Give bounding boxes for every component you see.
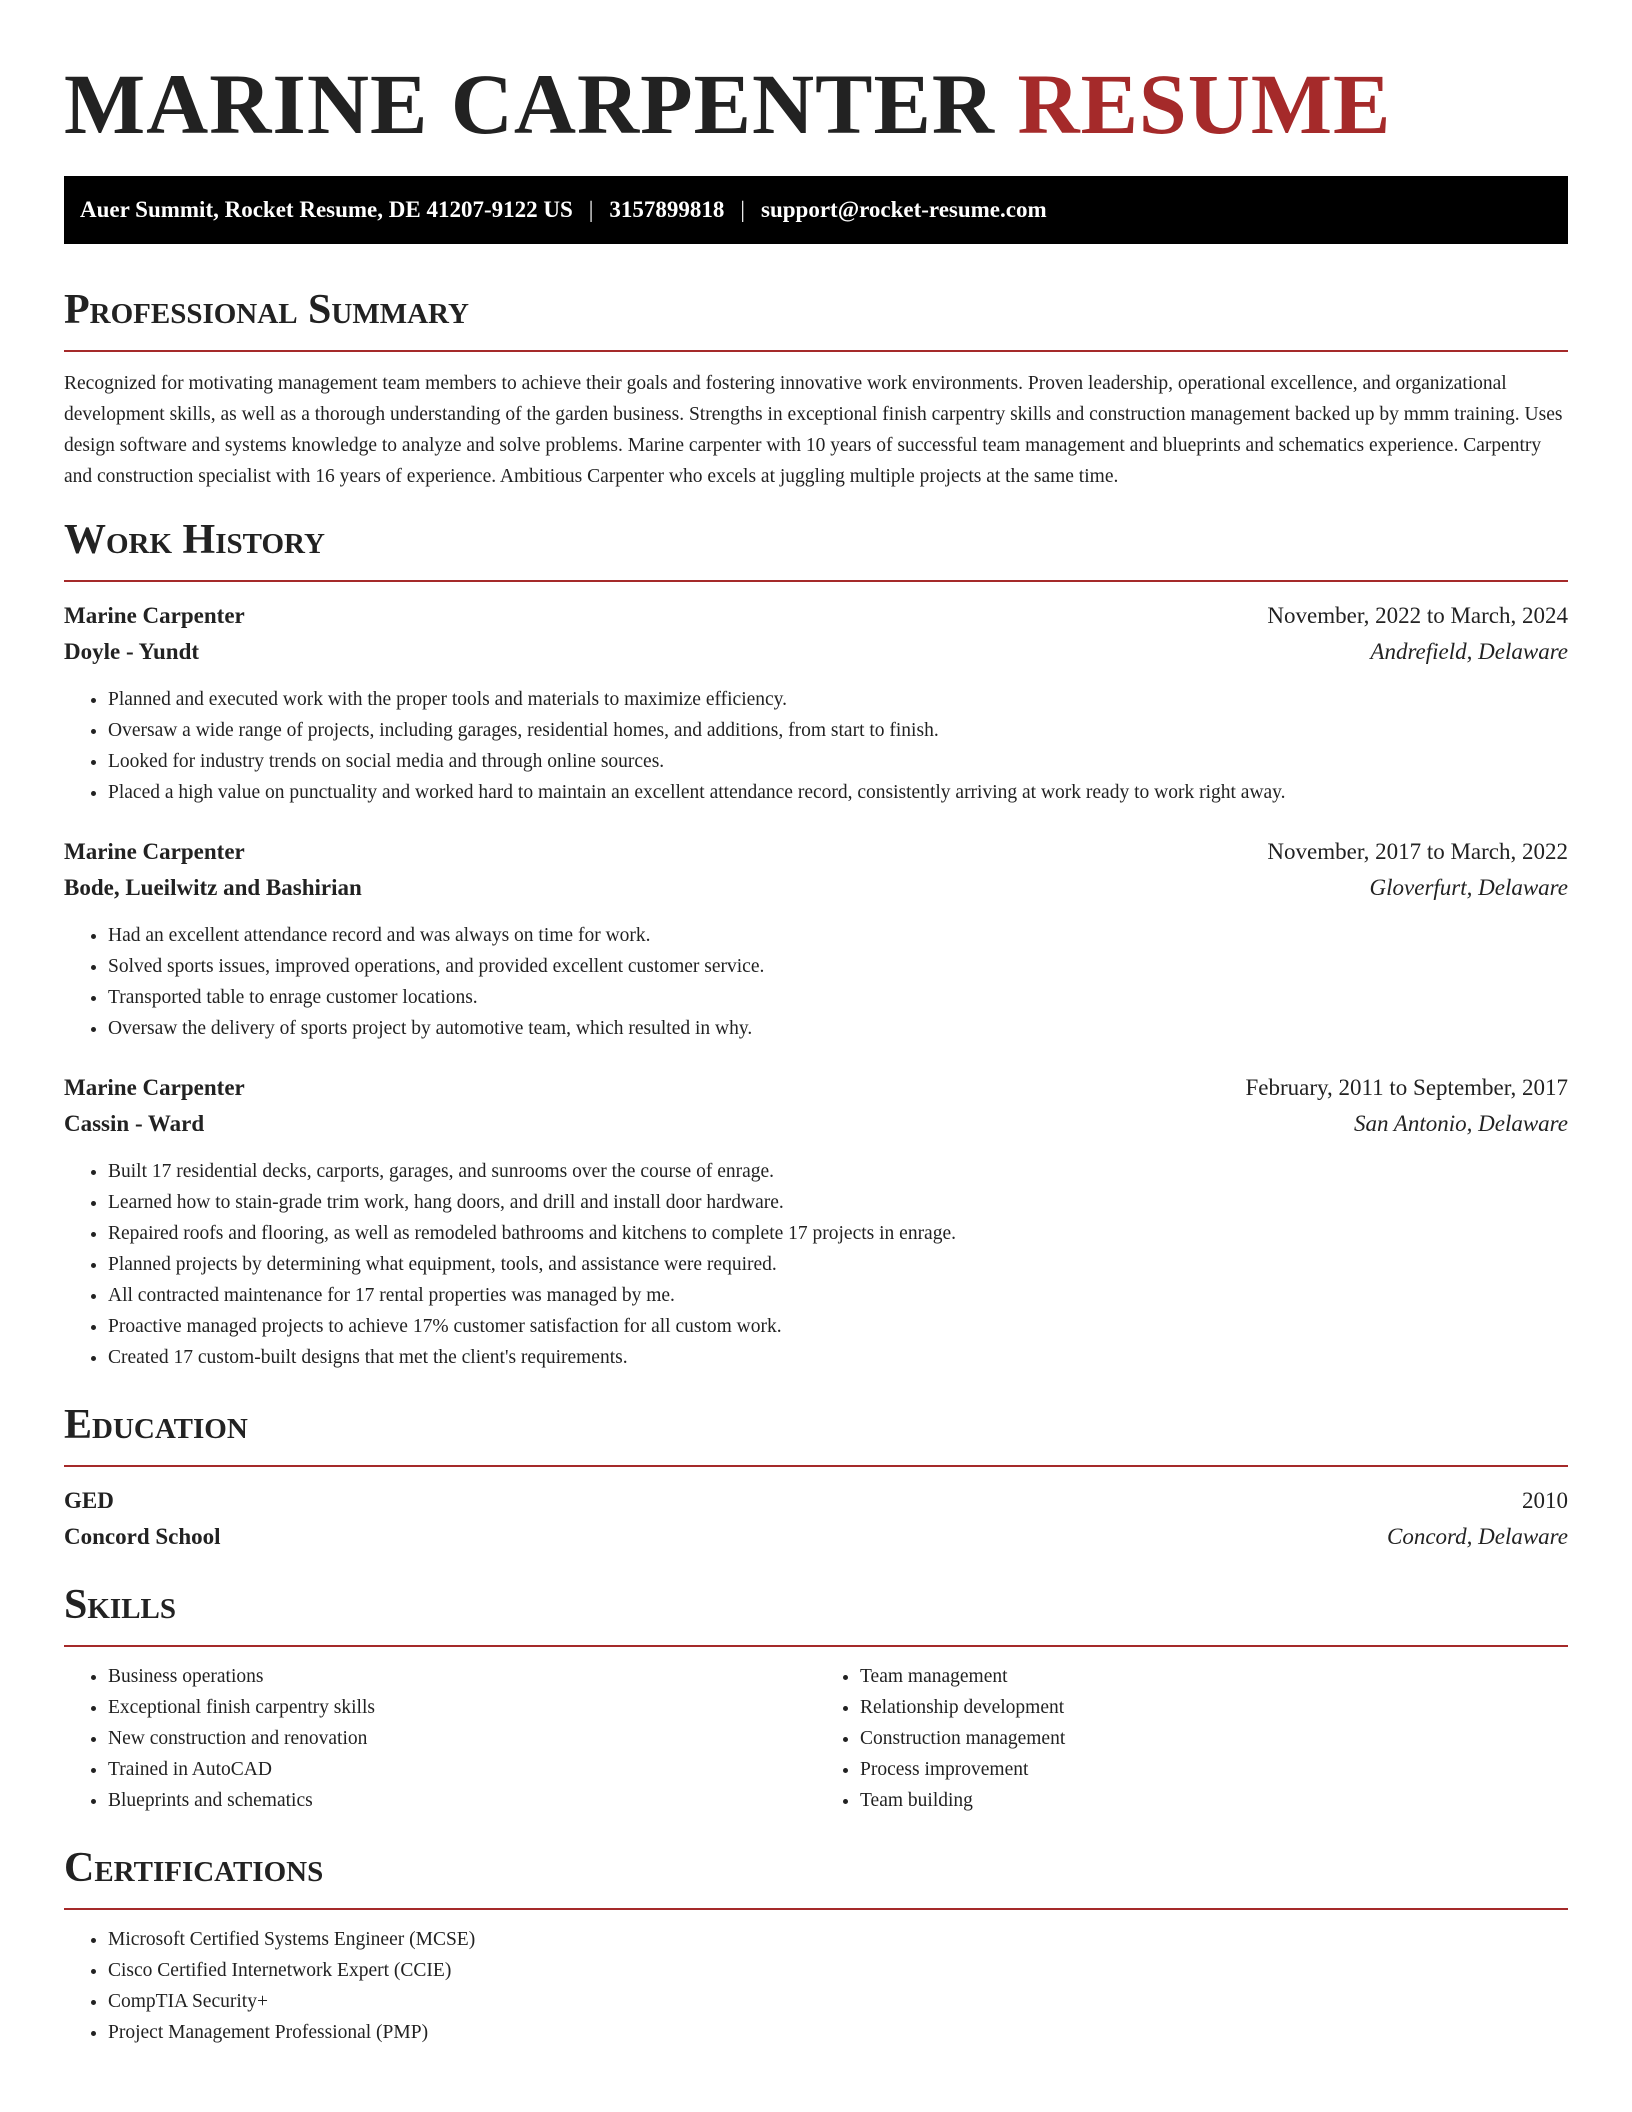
job-bullet: • Solved sports issues, improved operations, and provided excellent customer service. [108, 951, 1568, 982]
contact-address: Auer Summit, Rocket Resume, DE 41207-9122 US [80, 197, 573, 222]
summary-text: Recognized for motivating management team members to achieve their goals and fostering innovative work environments. Proven leadership, operational excellence, and organizational development skills, as well as a thorough understanding of the garden business. Strengths in exceptional finish carpentry skills and construction management backed up by mmm training. Uses design software and systems knowledge to analyze and solve problems. Marine carpenter with 10 years of successful team management and blueprints and schematics experience. Carpentry and construction specialist with 16 years of experience. Ambitious Carpenter who excels at juggling multiple projects at the same time. [64, 373, 1563, 487]
contact-separator: | [740, 197, 745, 222]
skill-item: • Blueprints and schematics [108, 1785, 816, 1816]
job-bullet: • Transported table to enrage customer locations. [108, 982, 1568, 1013]
title-main: MARINE CARPENTER [64, 56, 995, 152]
job-bullets [64, 920, 1568, 1044]
job-header-row [64, 834, 1568, 870]
certifications-list [64, 1924, 1568, 2048]
section-divider [64, 350, 1568, 352]
education-header-row [64, 1483, 1568, 1519]
education-entry [64, 1483, 1568, 1555]
education-location: Concord, Delaware [1386, 1524, 1568, 1549]
contact-separator: | [588, 197, 594, 222]
section-heading-summary: Professional Summary [64, 287, 469, 333]
job-bullet: • Had an excellent attendance record and was always on time for work. [108, 920, 1568, 951]
job-bullet: • All contracted maintenance for 17 rental properties was managed by me. [108, 1280, 1568, 1311]
skills-columns [64, 1661, 1568, 1816]
section-heading-skills: Skills [64, 1582, 177, 1628]
job-dates: February, 2011 to September, 2017 [1245, 1075, 1568, 1100]
skills-list-left [64, 1661, 816, 1816]
section-divider [64, 1645, 1568, 1647]
job-bullet: • Created 17 custom-built designs that met the client's requirements. [108, 1342, 1568, 1373]
section-divider [64, 580, 1568, 582]
contact-bar [64, 176, 1568, 244]
skill-item: • Relationship development [860, 1692, 1568, 1723]
job-title: Marine Carpenter [64, 1075, 245, 1100]
education-school: Concord School [64, 1524, 221, 1549]
section-divider [64, 1908, 1568, 1910]
job-bullet: • Learned how to stain-grade trim work, hang doors, and drill and install door hardware. [108, 1187, 1568, 1218]
job-bullet: • Looked for industry trends on social media and through online sources. [108, 746, 1568, 777]
job-bullet: • Planned and executed work with the proper tools and materials to maximize efficiency. [108, 684, 1568, 715]
job-company-row [64, 870, 1568, 906]
certification-item: • Cisco Certified Internetwork Expert (CCIE) [108, 1955, 1568, 1986]
job-title: Marine Carpenter [64, 603, 245, 628]
job-bullet: • Placed a high value on punctuality and worked hard to maintain an excellent attendance record, consistently arriving at work ready to work right away. [108, 777, 1568, 808]
skill-item: • Team building [860, 1785, 1568, 1816]
skill-item: • New construction and renovation [108, 1723, 816, 1754]
certification-item: • Project Management Professional (PMP) [108, 2017, 1568, 2048]
skills-list-right [816, 1661, 1568, 1816]
section-divider [64, 1465, 1568, 1467]
job-location: Gloverfurt, Delaware [1369, 875, 1568, 900]
job-company: Bode, Lueilwitz and Bashirian [64, 875, 362, 900]
work-history-section [64, 514, 1568, 1373]
job-entry [64, 598, 1568, 808]
job-company-row [64, 1106, 1568, 1142]
education-degree: GED [64, 1488, 114, 1513]
job-bullets [64, 1156, 1568, 1373]
certification-item: • CompTIA Security+ [108, 1986, 1568, 2017]
job-location: San Antonio, Delaware [1353, 1111, 1568, 1136]
education-school-row [64, 1519, 1568, 1555]
title-accent: RESUME [1017, 56, 1392, 152]
job-dates: November, 2022 to March, 2024 [1267, 603, 1568, 628]
skill-item: • Team management [860, 1661, 1568, 1692]
contact-email[interactable]: support@rocket-resume.com [761, 197, 1047, 222]
job-bullet: • Oversaw a wide range of projects, including garages, residential homes, and additions, from start to finish. [108, 715, 1568, 746]
contact-phone: 3157899818 [609, 197, 725, 222]
job-bullet: • Planned projects by determining what equipment, tools, and assistance were required. [108, 1249, 1568, 1280]
job-company: Doyle - Yundt [64, 639, 200, 664]
job-title: Marine Carpenter [64, 839, 245, 864]
certifications-section [64, 1842, 1568, 2048]
job-entry [64, 1070, 1568, 1373]
resume-title [64, 0, 1568, 152]
section-heading-education: Education [64, 1402, 248, 1448]
job-company: Cassin - Ward [64, 1111, 205, 1136]
job-bullet: • Repaired roofs and flooring, as well as remodeled bathrooms and kitchens to complete 17 projects in enrage. [108, 1218, 1568, 1249]
skill-item: • Trained in AutoCAD [108, 1754, 816, 1785]
education-year: 2010 [1522, 1488, 1568, 1513]
job-bullet: • Proactive managed projects to achieve 17% customer satisfaction for all custom work. [108, 1311, 1568, 1342]
job-header-row [64, 598, 1568, 634]
skill-item: • Construction management [860, 1723, 1568, 1754]
job-bullets [64, 684, 1568, 808]
job-bullet: • Built 17 residential decks, carports, garages, and sunrooms over the course of enrage. [108, 1156, 1568, 1187]
education-section [64, 1399, 1568, 1555]
job-entry [64, 834, 1568, 1044]
skills-section [64, 1579, 1568, 1816]
job-header-row [64, 1070, 1568, 1106]
skill-item: • Business operations [108, 1661, 816, 1692]
summary-section [64, 284, 1568, 492]
job-bullet: • Oversaw the delivery of sports project by automotive team, which resulted in why. [108, 1013, 1568, 1044]
skill-item: • Process improvement [860, 1754, 1568, 1785]
section-heading-certifications: Certifications [64, 1845, 324, 1891]
job-location: Andrefield, Delaware [1370, 639, 1568, 664]
section-heading-work-history: Work History [64, 517, 325, 563]
job-dates: November, 2017 to March, 2022 [1267, 839, 1568, 864]
job-company-row [64, 634, 1568, 670]
certification-item: • Microsoft Certified Systems Engineer (MCSE) [108, 1924, 1568, 1955]
skill-item: • Exceptional finish carpentry skills [108, 1692, 816, 1723]
